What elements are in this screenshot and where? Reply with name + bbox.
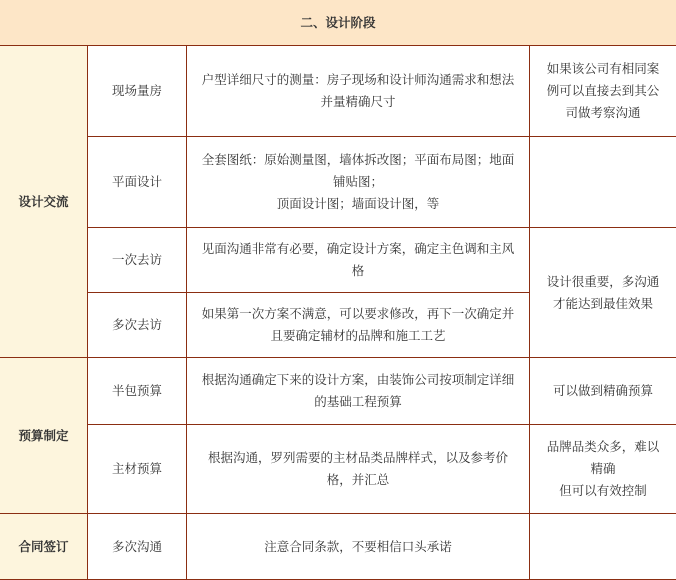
description-line: 顶面设计图；墙面设计图，等: [199, 193, 517, 215]
note-cell: 可以做到精确预算: [530, 358, 676, 425]
note-cell: 如果该公司有相同案例可以直接去到其公司做考察沟通: [530, 46, 676, 137]
table-row: [0, 514, 676, 580]
table-row: [0, 46, 676, 137]
item-cell: 平面设计: [88, 137, 187, 228]
section-header-row: [0, 0, 676, 46]
note-line: 但可以有效控制: [542, 480, 664, 502]
item-cell: 多次沟通: [88, 514, 187, 580]
item-cell: 一次去访: [88, 228, 187, 293]
description-cell: 户型详细尺寸的测量：房子现场和设计师沟通需求和想法并量精确尺寸: [187, 46, 530, 137]
merged-note-cell: 设计很重要，多沟通才能达到最佳效果: [530, 228, 676, 358]
description-cell: 根据沟通，罗列需要的主材品类品牌样式，以及参考价格，并汇总: [187, 425, 530, 514]
description-cell: [187, 137, 530, 228]
item-cell: 半包预算: [88, 358, 187, 425]
table-row: [0, 137, 676, 228]
category-design-communication: 设计交流: [0, 46, 88, 358]
item-cell: 主材预算: [88, 425, 187, 514]
note-cell: [530, 425, 676, 514]
table-row: [0, 425, 676, 514]
item-cell: 多次去访: [88, 293, 187, 358]
description-cell: 注意合同条款，不要相信口头承诺: [187, 514, 530, 580]
table-row: [0, 358, 676, 425]
section-title: 二、设计阶段: [0, 0, 676, 46]
note-line: 品牌品类众多，难以精确: [542, 436, 664, 480]
category-contract: 合同签订: [0, 514, 88, 580]
description-line: 全套图纸：原始测量图，墙体拆改图；平面布局图；地面铺贴图；: [199, 149, 517, 193]
description-cell: 根据沟通确定下来的设计方案，由装饰公司按项制定详细的基础工程预算: [187, 358, 530, 425]
description-cell: 见面沟通非常有必要，确定设计方案，确定主色调和主风格: [187, 228, 530, 293]
category-budget: 预算制定: [0, 358, 88, 514]
note-cell: [530, 514, 676, 580]
note-cell: [530, 137, 676, 228]
description-cell: 如果第一次方案不满意，可以要求修改，再下一次确定并且要确定辅材的品牌和施工工艺: [187, 293, 530, 358]
item-cell: 现场量房: [88, 46, 187, 137]
table-row: [0, 228, 676, 293]
